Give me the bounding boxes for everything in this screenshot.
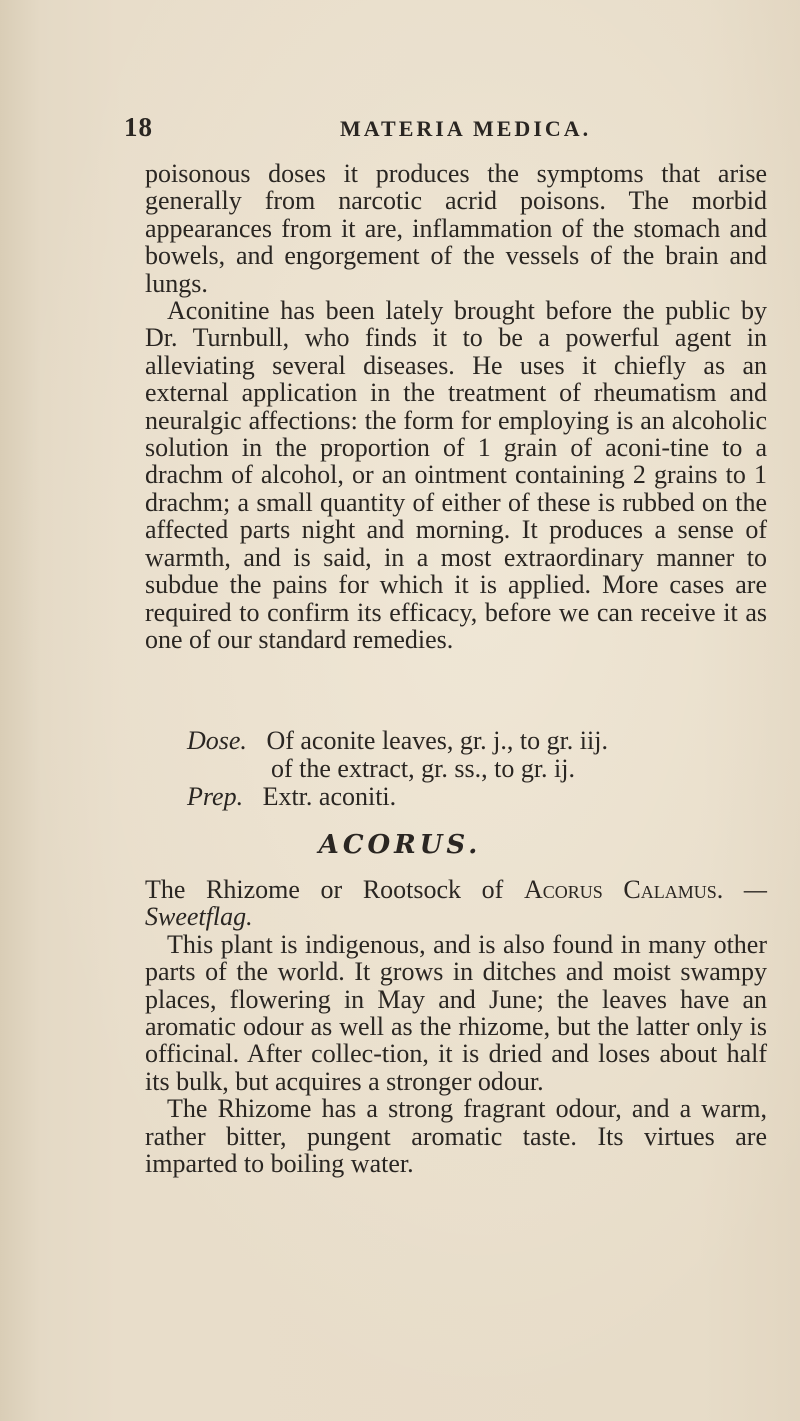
page-header	[124, 112, 740, 146]
section-title-acorus: ACORUS.	[318, 830, 482, 860]
acorus-intro-c: —Sweetflag.	[145, 875, 767, 932]
running-head: MATERIA MEDICA.	[340, 116, 592, 141]
acorus-intro-b: Acorus Calamus.	[523, 875, 724, 904]
dose-label: Dose.	[187, 726, 247, 755]
page-number: 18	[124, 112, 153, 142]
acorus-intro-a: The Rhizome or Rootsock of	[145, 875, 504, 904]
aconite-paragraph-2: Aconitine has been lately brought before the public by Dr. Turnbull, who finds it to be a powerful agent in alleviating several diseases. He uses it chiefly as an external application in the treatment of rheumatism and neuralgic affections: the form for employing is an alcoholic solution in the proportion of 1 grain of aconi-tine to a drachm of alcohol, or an ointment containing 2 grains to 1 drachm; a small quantity of either of these is rubbed on the affected parts night and morning. It produces a sense of warmth, and is said, in a most extraordinary manner to subdue the pains for which it is applied. More cases are required to confirm its efficacy, before we can receive it as one of our standard remedies.	[145, 296, 767, 654]
aconite-paragraph-1: poisonous doses it produces the symptoms that arise generally from narcotic acrid poisons. The morbid appearances from it are, inflammation of the stomach and bowels, and engorgement of the vessels of the brain and lungs.	[145, 159, 767, 298]
dose-block	[187, 727, 747, 811]
acorus-paragraph-2: The Rhizome has a strong fragrant odour, and a warm, rather bitter, pungent aromatic taste. Its virtues are imparted to boiling water.	[145, 1094, 767, 1179]
dose-line-1	[187, 727, 747, 755]
acorus-intro	[145, 876, 767, 931]
prep-label: Prep.	[187, 782, 244, 811]
dose-line-2	[187, 755, 747, 783]
acorus-paragraph-1: This plant is indigenous, and is also found in many other parts of the world. It grows in ditches and moist swampy places, flowering in May and June; the leaves have an aromatic odour as well as the rhizome, but the latter only is officinal. After collec-tion, it is dried and loses about half its bulk, but acquires a stronger odour.	[145, 929, 767, 1096]
acorus-text	[145, 876, 767, 1177]
prep-line	[187, 783, 747, 811]
dose-text-1: Of aconite leaves, gr. j., to gr. iij.	[266, 726, 608, 755]
aconite-text	[145, 160, 767, 653]
dose-text-2: of the extract, gr. ss., to gr. ij.	[271, 754, 576, 783]
prep-text: Extr. aconiti.	[262, 782, 397, 811]
